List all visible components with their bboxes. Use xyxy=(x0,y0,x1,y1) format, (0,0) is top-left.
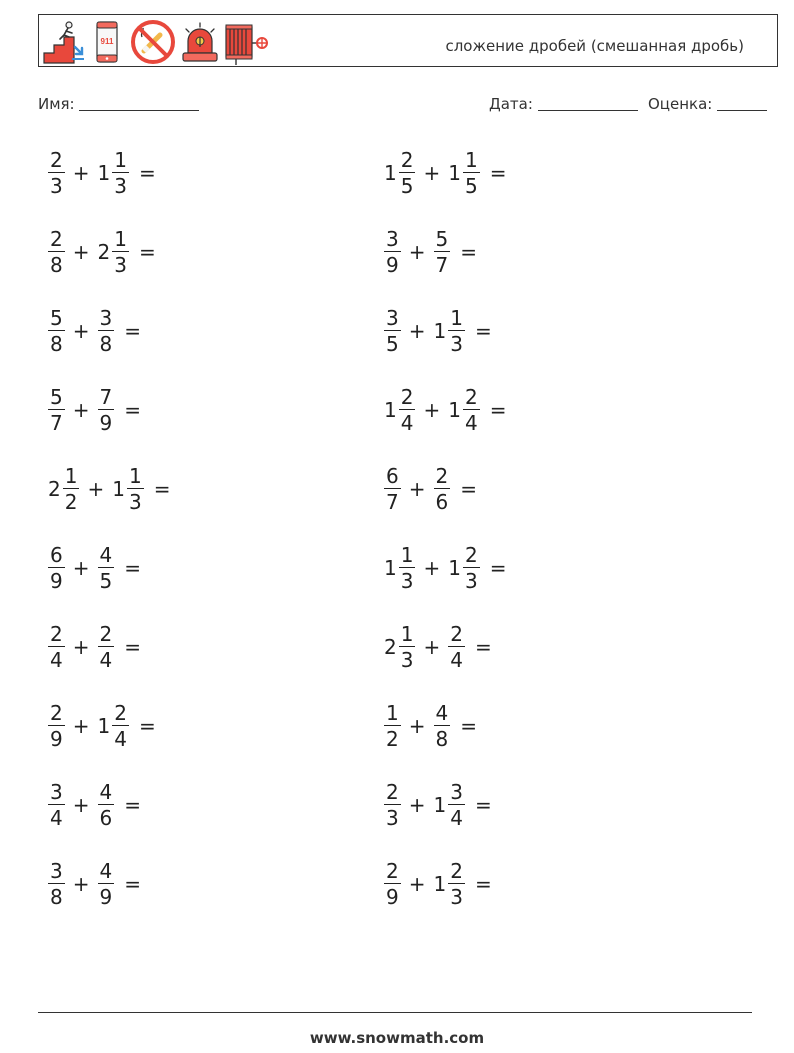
equals-sign: = xyxy=(460,714,477,738)
fraction xyxy=(448,624,465,670)
name-label: Имя: xyxy=(38,95,75,113)
numerator: 2 xyxy=(464,543,478,567)
plus-sign: + xyxy=(72,556,90,580)
plus-sign: + xyxy=(72,240,90,264)
denominator: 8 xyxy=(99,332,113,356)
numerator: 7 xyxy=(99,385,113,409)
numerator: 4 xyxy=(99,859,113,883)
denominator: 2 xyxy=(64,490,78,514)
fraction xyxy=(384,703,401,749)
numerator: 1 xyxy=(450,306,463,330)
plus-sign: + xyxy=(408,240,426,264)
plus-sign: + xyxy=(72,714,90,738)
fraction xyxy=(98,624,115,670)
problem xyxy=(46,303,141,359)
denominator: 5 xyxy=(386,332,399,356)
fraction xyxy=(48,703,65,749)
numerator: 1 xyxy=(114,227,127,251)
numerator: 2 xyxy=(400,385,414,409)
fraction xyxy=(448,308,465,354)
problem xyxy=(46,461,170,517)
denominator: 7 xyxy=(435,253,449,277)
whole-number: 1 xyxy=(448,161,461,185)
denominator: 4 xyxy=(450,648,463,672)
denominator: 8 xyxy=(50,332,63,356)
whole-number: 1 xyxy=(433,793,447,817)
fraction xyxy=(48,308,65,354)
problem xyxy=(382,303,492,359)
fraction xyxy=(112,703,129,749)
problem xyxy=(382,145,506,201)
equals-sign: = xyxy=(124,793,141,817)
fraction xyxy=(399,150,416,196)
whole-number: 2 xyxy=(384,635,397,659)
denominator: 8 xyxy=(435,727,449,751)
equals-sign: = xyxy=(138,161,156,185)
fraction xyxy=(63,466,80,512)
problem xyxy=(382,698,477,754)
numerator: 3 xyxy=(50,859,63,883)
problem xyxy=(382,777,492,833)
plus-sign: + xyxy=(72,635,90,659)
denominator: 3 xyxy=(464,569,478,593)
denominator: 7 xyxy=(50,411,63,435)
fraction xyxy=(399,545,416,591)
problem xyxy=(46,698,156,754)
numerator: 5 xyxy=(50,385,63,409)
denominator: 6 xyxy=(99,806,113,830)
denominator: 8 xyxy=(50,885,63,909)
denominator: 9 xyxy=(50,727,63,751)
grade-blank[interactable] xyxy=(717,96,767,111)
numerator: 3 xyxy=(99,306,113,330)
fraction xyxy=(384,308,401,354)
no-smoking-icon xyxy=(130,19,176,65)
numerator: 6 xyxy=(50,543,63,567)
numerator: 2 xyxy=(99,622,113,646)
fraction xyxy=(48,624,65,670)
equals-sign: = xyxy=(474,793,492,817)
equals-sign: = xyxy=(138,714,156,738)
denominator: 8 xyxy=(50,253,63,277)
grade-field xyxy=(648,95,767,113)
numerator: 3 xyxy=(50,780,63,804)
whole-number: 1 xyxy=(448,398,461,422)
fraction xyxy=(463,150,480,196)
denominator: 4 xyxy=(400,411,414,435)
plus-sign: + xyxy=(423,635,441,659)
fraction xyxy=(98,782,115,828)
whole-number: 1 xyxy=(97,161,111,185)
equals-sign: = xyxy=(124,635,141,659)
whole-number: 2 xyxy=(97,240,111,264)
fraction xyxy=(48,782,65,828)
whole-number: 1 xyxy=(384,398,397,422)
numerator: 2 xyxy=(50,227,63,251)
problem xyxy=(46,382,141,438)
equals-sign: = xyxy=(460,240,477,264)
numerator: 4 xyxy=(435,701,449,725)
denominator: 9 xyxy=(99,411,113,435)
fraction xyxy=(127,466,144,512)
denominator: 9 xyxy=(386,885,399,909)
whole-number: 1 xyxy=(384,556,397,580)
whole-number: 1 xyxy=(448,556,461,580)
equals-sign: = xyxy=(474,635,492,659)
denominator: 4 xyxy=(50,806,63,830)
plus-sign: + xyxy=(87,477,105,501)
fraction xyxy=(448,782,465,828)
plus-sign: + xyxy=(72,319,90,343)
numerator: 2 xyxy=(50,148,63,172)
numerator: 3 xyxy=(386,227,399,251)
phone-911-text: 911 xyxy=(100,37,114,46)
numerator: 2 xyxy=(50,701,63,725)
fraction xyxy=(98,545,115,591)
problem xyxy=(382,382,506,438)
denominator: 4 xyxy=(50,648,63,672)
numerator: 4 xyxy=(99,543,113,567)
equals-sign: = xyxy=(153,477,171,501)
plus-sign: + xyxy=(408,319,426,343)
fraction xyxy=(434,229,451,275)
denominator: 5 xyxy=(464,174,478,198)
fraction xyxy=(48,150,65,196)
numerator: 5 xyxy=(435,227,449,251)
worksheet-header xyxy=(38,14,778,67)
denominator: 3 xyxy=(386,806,399,830)
plus-sign: + xyxy=(72,161,90,185)
denominator: 3 xyxy=(50,174,63,198)
grade-label: Оценка: xyxy=(648,95,713,113)
plus-sign: + xyxy=(423,556,441,580)
whole-number: 1 xyxy=(112,477,125,501)
footer-divider xyxy=(38,1012,752,1013)
fraction xyxy=(48,229,65,275)
fraction xyxy=(112,229,129,275)
equals-sign: = xyxy=(124,556,141,580)
numerator: 1 xyxy=(114,148,127,172)
denominator: 3 xyxy=(450,332,463,356)
numerator: 1 xyxy=(386,701,399,725)
numerator: 2 xyxy=(464,385,478,409)
equals-sign: = xyxy=(489,161,507,185)
numerator: 2 xyxy=(450,622,463,646)
name-field xyxy=(38,95,199,113)
denominator: 5 xyxy=(400,174,414,198)
plus-sign: + xyxy=(72,793,90,817)
numerator: 1 xyxy=(400,543,414,567)
fraction xyxy=(48,387,65,433)
problem xyxy=(382,540,506,596)
numerator: 2 xyxy=(450,859,463,883)
denominator: 4 xyxy=(450,806,463,830)
fraction xyxy=(48,545,65,591)
equals-sign: = xyxy=(489,398,507,422)
numerator: 1 xyxy=(400,622,414,646)
date-label: Дата: xyxy=(489,95,533,113)
fraction xyxy=(448,861,465,907)
date-blank[interactable] xyxy=(538,96,638,111)
plus-sign: + xyxy=(423,161,441,185)
date-field xyxy=(489,95,638,113)
denominator: 3 xyxy=(114,174,127,198)
numerator: 3 xyxy=(450,780,463,804)
equals-sign: = xyxy=(474,319,492,343)
fire-exit-stairs-icon xyxy=(42,19,86,65)
denominator: 3 xyxy=(114,253,127,277)
numerator: 5 xyxy=(50,306,63,330)
denominator: 3 xyxy=(400,569,414,593)
denominator: 9 xyxy=(50,569,63,593)
plus-sign: + xyxy=(408,793,426,817)
numerator: 1 xyxy=(64,464,78,488)
fraction xyxy=(98,387,115,433)
fraction xyxy=(384,466,401,512)
numerator: 2 xyxy=(400,148,414,172)
plus-sign: + xyxy=(72,398,90,422)
problem xyxy=(382,224,477,280)
equals-sign: = xyxy=(460,477,477,501)
denominator: 7 xyxy=(386,490,399,514)
emergency-phone-911-icon xyxy=(94,19,120,65)
plus-sign: + xyxy=(408,714,426,738)
numerator: 2 xyxy=(114,701,127,725)
denominator: 3 xyxy=(450,885,463,909)
plus-sign: + xyxy=(408,872,426,896)
problem xyxy=(46,224,156,280)
alarm-siren-icon xyxy=(180,19,220,65)
problem xyxy=(382,461,477,517)
worksheet-title: сложение дробей (смешанная дробь) xyxy=(445,37,744,55)
fraction xyxy=(434,466,451,512)
equals-sign: = xyxy=(124,872,141,896)
fraction xyxy=(399,387,416,433)
numerator: 6 xyxy=(386,464,399,488)
denominator: 3 xyxy=(128,490,142,514)
denominator: 4 xyxy=(464,411,478,435)
numerator: 1 xyxy=(464,148,478,172)
fraction xyxy=(48,861,65,907)
numerator: 2 xyxy=(386,859,399,883)
equals-sign: = xyxy=(138,240,156,264)
denominator: 9 xyxy=(386,253,399,277)
numerator: 2 xyxy=(50,622,63,646)
denominator: 4 xyxy=(114,727,127,751)
denominator: 2 xyxy=(386,727,399,751)
equals-sign: = xyxy=(124,398,141,422)
whole-number: 1 xyxy=(384,161,397,185)
numerator: 2 xyxy=(386,780,399,804)
fraction xyxy=(463,545,480,591)
fraction xyxy=(399,624,416,670)
equals-sign: = xyxy=(489,556,507,580)
numerator: 2 xyxy=(435,464,449,488)
problem xyxy=(382,856,492,912)
denominator: 6 xyxy=(435,490,449,514)
problem xyxy=(382,619,492,675)
denominator: 5 xyxy=(99,569,113,593)
numerator: 4 xyxy=(99,780,113,804)
numerator: 3 xyxy=(386,306,399,330)
problem xyxy=(46,619,141,675)
problem xyxy=(46,145,156,201)
whole-number: 1 xyxy=(433,872,447,896)
denominator: 4 xyxy=(99,648,113,672)
footer-url: www.snowmath.com xyxy=(309,1029,485,1047)
fraction xyxy=(463,387,480,433)
fraction xyxy=(98,308,115,354)
problem xyxy=(46,777,141,833)
denominator: 9 xyxy=(99,885,113,909)
equals-sign: = xyxy=(474,872,492,896)
plus-sign: + xyxy=(408,477,426,501)
fraction xyxy=(384,229,401,275)
plus-sign: + xyxy=(423,398,441,422)
denominator: 3 xyxy=(400,648,414,672)
whole-number: 1 xyxy=(97,714,111,738)
fraction xyxy=(112,150,129,196)
whole-number: 2 xyxy=(48,477,61,501)
fraction xyxy=(384,861,401,907)
fraction xyxy=(434,703,451,749)
fire-hose-reel-icon xyxy=(224,19,270,65)
name-blank[interactable] xyxy=(79,96,199,111)
whole-number: 1 xyxy=(433,319,447,343)
problem xyxy=(46,540,141,596)
equals-sign: = xyxy=(124,319,141,343)
fraction xyxy=(384,782,401,828)
plus-sign: + xyxy=(72,872,90,896)
problem xyxy=(46,856,141,912)
fraction xyxy=(98,861,115,907)
numerator: 1 xyxy=(128,464,142,488)
